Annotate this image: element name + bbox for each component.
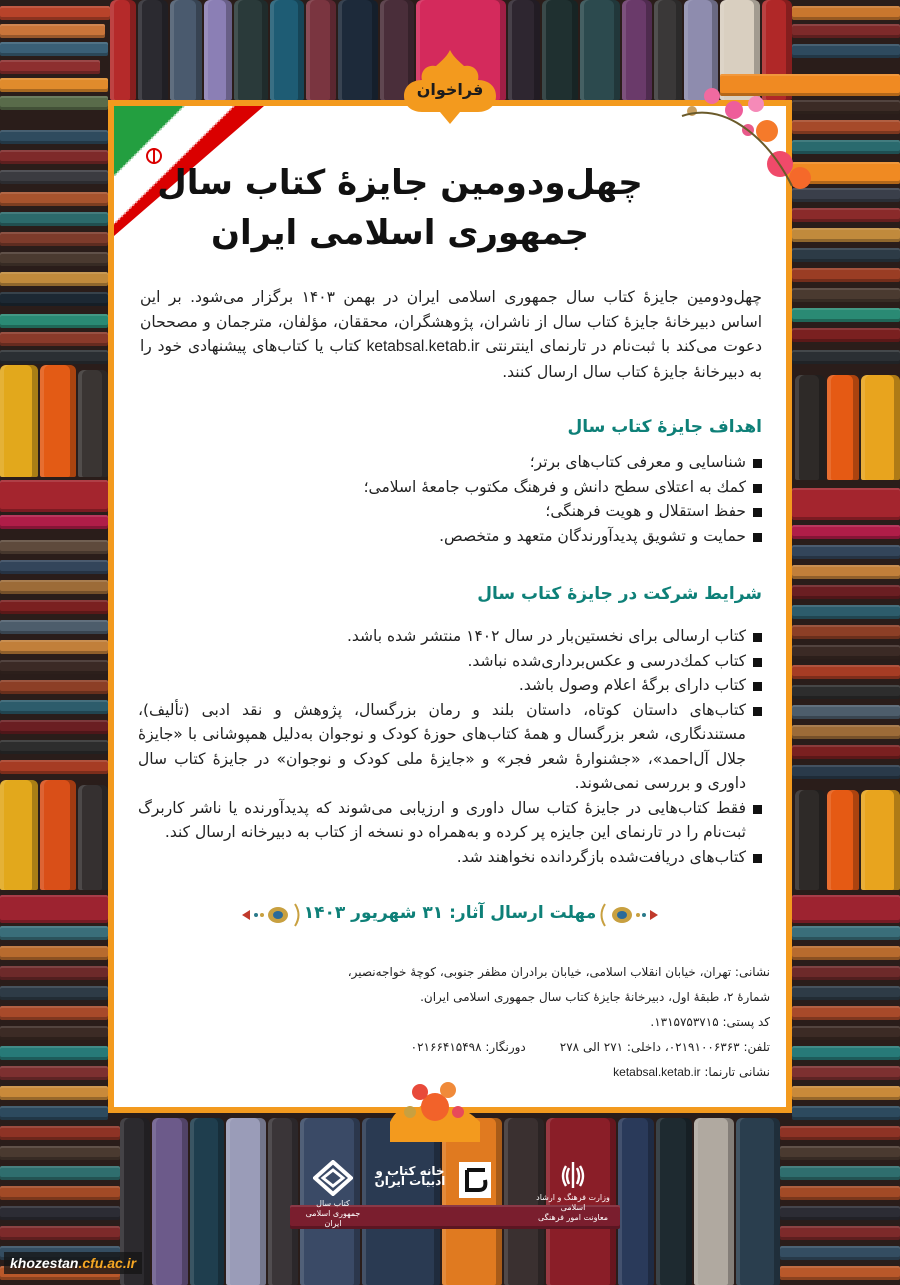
website-link[interactable]: ketabsal.ketab.ir (366, 338, 480, 355)
ornament-right-icon (590, 902, 660, 928)
deadline-text: مهلت ارسال آثار: ۳۱ شهریور ۱۴۰۳ (303, 903, 597, 923)
ketabsal-logo (300, 1160, 366, 1229)
flower-bottom-decoration-icon (390, 1072, 480, 1142)
conditions-heading: شرایط شرکت در جایزهٔ کتاب سال (477, 584, 762, 604)
intro-paragraph (140, 285, 762, 384)
khaneh-ketab-logo: خانه کتاب و ادبیات ایران (374, 1164, 446, 1188)
watermark-suffix: .cfu.ac.ir (78, 1255, 137, 1271)
list-item: کتاب‌های دریافت‌شده بازگردانده نخواهند شد. (138, 845, 762, 870)
list-item: حفظ استقلال و هویت فرهنگی؛ (142, 499, 762, 524)
title-line-1: چهل‌ودومین جایزهٔ کتاب سال (157, 163, 643, 203)
jh-logo (455, 1160, 495, 1203)
list-item: حمایت و تشویق پدیدآورندگان متعهد و متخصص. (142, 524, 762, 549)
address-line-2: شمارهٔ ۲، طبقهٔ اول، دبیرخانهٔ جایزهٔ کتاب سال جمهوری اسلامی ایران. (420, 990, 770, 1004)
watermark-prefix: khozestan (10, 1255, 79, 1271)
ketabsal-emblem-icon (313, 1160, 353, 1196)
call-badge (402, 50, 498, 124)
site-watermark (4, 1252, 142, 1274)
goals-heading: اهداف جایزهٔ کتاب سال (567, 417, 762, 437)
ministry-dept: معاونت امور فرهنگی (537, 1213, 609, 1222)
iran-emblem-icon (558, 1160, 588, 1190)
list-item: کتاب ارسالی برای نخستین‌بار در سال ۱۴۰۲ منتشر شده باشد. (138, 624, 762, 649)
goals-list (142, 450, 762, 548)
website-label: نشانی تارنما: (704, 1065, 770, 1079)
ministry-logo (536, 1160, 610, 1223)
flower-decoration-icon (672, 76, 812, 196)
intro-text-after: کتاب یا کتاب‌های پیشنهادی خود را به دبیرخانهٔ جایزهٔ کتاب سال ارسال کنند. (140, 337, 762, 381)
jh-emblem-icon (457, 1160, 493, 1200)
list-item: فقط کتاب‌هایی در جایزهٔ کتاب سال داوری و ارزیابی می‌شوند که پدیدآورنده یا ناشر کاربرگ ثبت‌نام را در تارنمای این جایزه پر کرده و به‌همراه دو نسخه از کتاب به دبیرخانه ارسال کند. (138, 796, 762, 845)
conditions-list (138, 624, 762, 869)
website-row (270, 1062, 770, 1083)
title-line-2: جمهوری اسلامی ایران (210, 213, 590, 253)
list-item: کمك به اعتلای سطح دانش و فرهنگ مکتوب جامعهٔ اسلامی؛ (142, 475, 762, 500)
ketabsal-name: کتاب سال (316, 1199, 350, 1208)
contact-info (270, 962, 770, 1083)
list-item: شناسایی و معرفی کتاب‌های برتر؛ (142, 450, 762, 475)
list-item: کتاب کمك‌درسی و عکس‌برداری‌شده نباشد. (138, 649, 762, 674)
deadline-banner (240, 898, 660, 934)
list-item: کتاب‌های داستان کوتاه، داستان بلند و رمان بزرگسال، پژوهش و نقد ادبی (تألیف)، مستندنگاری، شعر بزرگسال و همهٔ کتاب‌های حوزهٔ کودک و نوجوان به‌دلیل همپوشانی با «جایزهٔ جلال آل‌احمد»، «جشنوارهٔ شعر فجر» و «جایزهٔ ملی کودک و نوجوان» در جایزهٔ کتاب سال داوری و بررسی نمی‌شوند. (138, 698, 762, 796)
list-item: کتاب دارای برگهٔ اعلام وصول باشد. (138, 673, 762, 698)
badge-label: فراخوان (416, 80, 484, 99)
sponsor-logos (300, 1160, 610, 1228)
address-line-1: نشانی: تهران، خیابان انقلاب اسلامی، خیابان برادران مظفر جنوبی، کوچهٔ خواجه‌نصیر، (347, 965, 770, 979)
poster-title (120, 158, 680, 258)
fax-number: دورنگار: ۰۲۱۶۶۴۱۵۴۹۸ (410, 1040, 526, 1054)
intro-text: چهل‌ودومین جایزهٔ کتاب سال جمهوری اسلامی ایران در بهمن ۱۴۰۳ برگزار می‌شود. بر این اساس دبیرخانهٔ جایزهٔ کتاب سال از ناشران، پژوهشگران، محققان، مؤلفان، مترجمان و مصححان دعوت می‌کند با ثبت‌نام در تارنمای اینترنتی (140, 288, 762, 355)
phone-number: تلفن: ۰۲۱۹۱۰۰۶۳۶۳، داخلی: ۲۷۱ الی ۲۷۸ (559, 1040, 770, 1054)
ministry-name: وزارت فرهنگ و ارشاد اسلامی (536, 1193, 610, 1212)
ketabsal-country: جمهوری اسلامی ایران (305, 1209, 361, 1228)
phone-row (270, 1037, 770, 1058)
postal-code: کد پستی: ۱۳۱۵۷۵۳۷۱۵. (650, 1015, 770, 1029)
contact-website-link[interactable]: ketabsal.ketab.ir (613, 1065, 701, 1079)
